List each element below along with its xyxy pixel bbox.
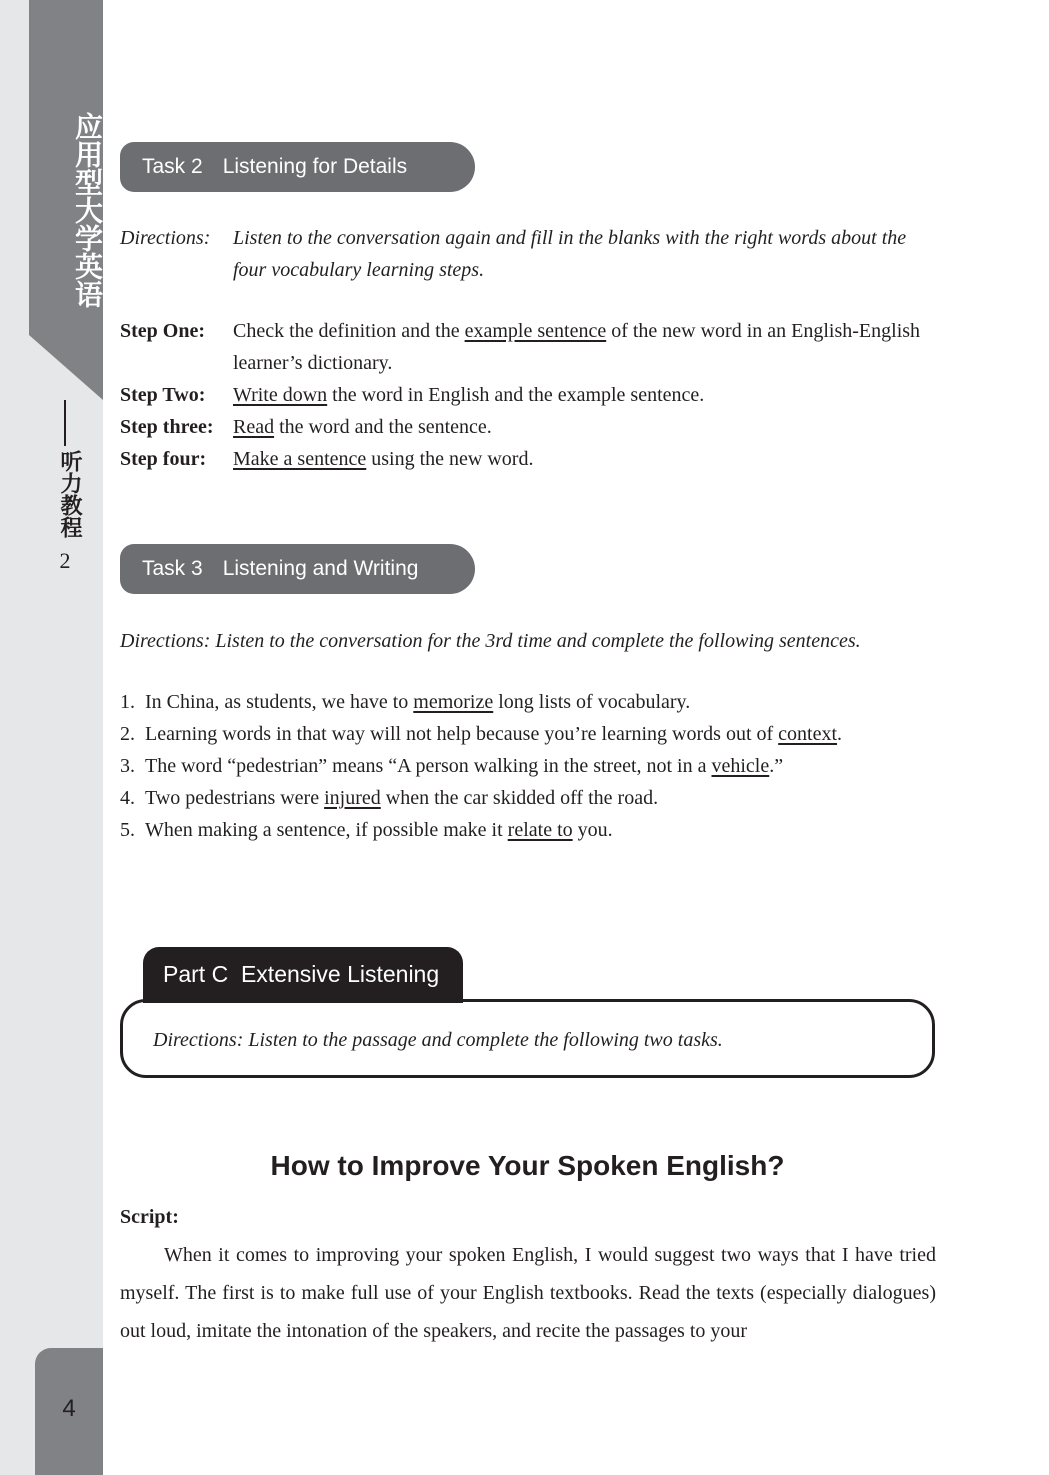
task2-title: Listening for Details (222, 155, 408, 178)
step-text: Write down the word in English and the example sentence. (233, 384, 705, 406)
step-answer: Make a sentence (233, 448, 367, 470)
task3-title: Listening and Writing (222, 557, 419, 580)
spine-dash (64, 400, 66, 446)
book-title: 应用型大学英语 (71, 112, 104, 308)
list-item: 1. In China, as students, we have to memorize long lists of vocabulary. (120, 691, 691, 713)
list-item: 5. When making a sentence, if possible make it relate to you. (120, 819, 613, 841)
task2-header (120, 142, 475, 192)
step-row (120, 315, 940, 379)
sentence-answer: vehicle (711, 755, 770, 777)
sentence-answer: memorize (413, 691, 494, 713)
task2-number: Task 2 (142, 155, 203, 178)
directions-label: Directions: (120, 227, 211, 249)
sentence-answer: injured (324, 787, 381, 809)
task3-sentences (120, 686, 940, 846)
script-text: When it comes to improving your spoken English, I would suggest two ways that I have tried myself. The first is to make full use of your English textbooks. Read the texts (especially dialogues) out loud, imitate the intonation of the speakers, and recite the passages to your (120, 1244, 936, 1342)
book-subtitle: 听力教程 (57, 450, 83, 538)
step-label: Step One: (120, 320, 205, 342)
step-label: Step four: (120, 448, 207, 470)
partc-directions: Directions: Listen to the passage and complete the following two tasks. (153, 1029, 723, 1051)
task2-steps (120, 315, 940, 475)
list-item: 3. The word “pedestrian” means “A person walking in the street, not in a vehicle.” (120, 755, 784, 777)
step-row (120, 411, 940, 443)
passage-title: How to Improve Your Spoken English? (270, 1150, 785, 1181)
partc-header (143, 947, 463, 1003)
step-label: Step three: (120, 416, 214, 438)
page-number: 4 (62, 1395, 76, 1422)
partc-label: Part C (163, 961, 229, 987)
list-item: 2. Learning words in that way will not help because you’re learning words out of context. (120, 723, 843, 745)
step-text: Make a sentence using the new word. (233, 448, 534, 470)
step-row (120, 443, 940, 475)
directions-text: Listen to the conversation again and fill in the blanks with the right words about the four vocabulary learning steps. (233, 227, 907, 281)
task3-header (120, 544, 475, 594)
step-text: Check the definition and the example sentence of the new word in an English-English learner’s dictionary. (233, 320, 921, 374)
partc-title: Extensive Listening (240, 961, 440, 987)
step-label: Step Two: (120, 384, 206, 406)
task2-directions (120, 222, 940, 286)
sentence-answer: context (778, 723, 838, 745)
step-answer: Read (233, 416, 275, 438)
task3-number: Task 3 (142, 557, 203, 580)
book-volume: 2 (59, 548, 71, 573)
list-item: 4. Two pedestrians were injured when the car skidded off the road. (120, 787, 659, 809)
task3-directions: Directions: Listen to the conversation for the 3rd time and complete the following sentences. (120, 630, 861, 652)
step-text: Read the word and the sentence. (233, 416, 492, 438)
sentence-answer: relate to (507, 819, 573, 841)
step-row (120, 379, 940, 411)
step-answer: example sentence (464, 320, 607, 342)
script-label: Script: (120, 1206, 179, 1228)
step-answer: Write down (233, 384, 328, 406)
